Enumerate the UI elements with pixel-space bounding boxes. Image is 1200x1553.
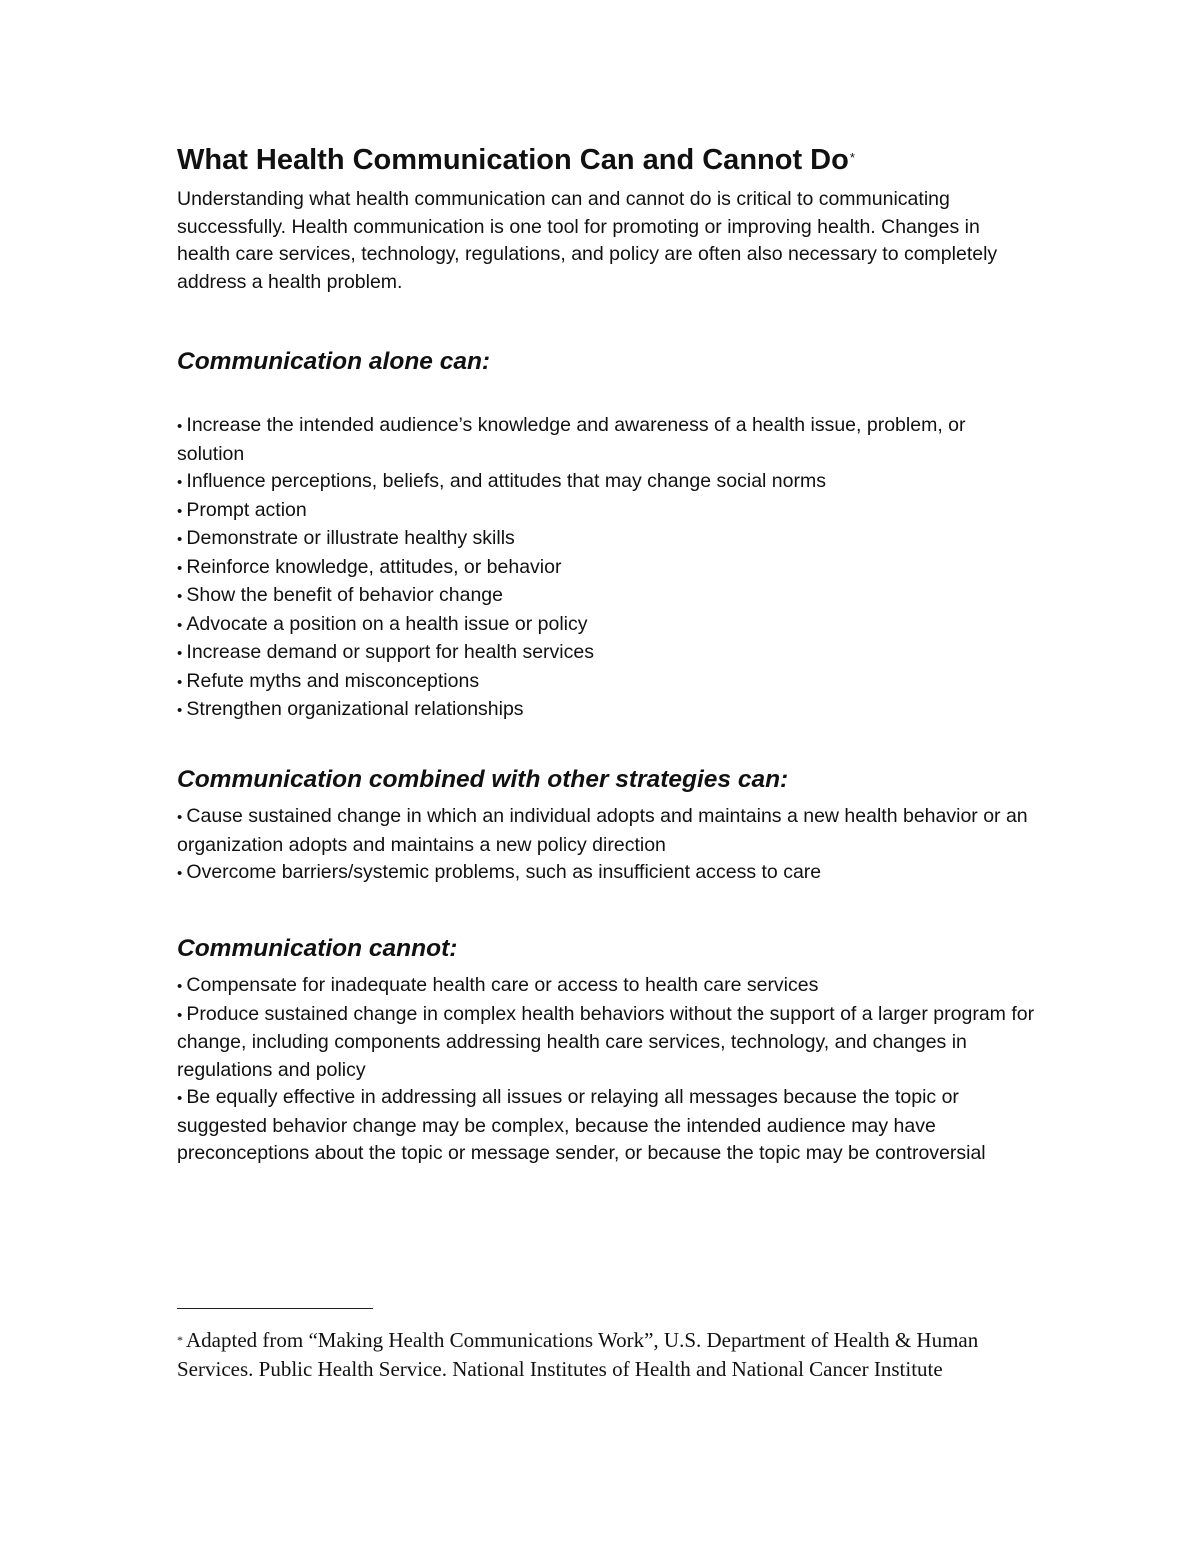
list-item: • Cause sustained change in which an individual adopts and maintains a new health behavior or an organization adopts and maintains a new policy direction (177, 803, 1037, 859)
title-footnote-mark: * (849, 150, 855, 165)
footnote-mark: * (177, 1333, 183, 1347)
list-item: • Compensate for inadequate health care or access to health care services (177, 972, 1037, 1001)
section-heading-cannot: Communication cannot: (177, 935, 458, 962)
section-heading-combined-can: Communication combined with other strategies can: (177, 766, 789, 793)
list-combined-can (177, 803, 1037, 888)
footnote-text: Adapted from “Making Health Communications Work”, U.S. Department of Health & Human Services. Public Health Service. National Institutes of Health and National Cancer Institute (177, 1328, 979, 1381)
list-item: • Increase the intended audience’s knowledge and awareness of a health issue, problem, or solution (177, 412, 1037, 468)
section-heading-alone-can: Communication alone can: (177, 348, 491, 375)
list-alone-can (177, 412, 1037, 725)
footnote (177, 1326, 1027, 1383)
list-item: • Prompt action (177, 497, 1037, 526)
list-item: • Be equally effective in addressing all issues or relaying all messages because the topic or suggested behavior change may be complex, because the intended audience may have preconceptions about the topic or message sender, or because the topic may be controversial (177, 1084, 1037, 1168)
list-item: • Refute myths and misconceptions (177, 668, 1037, 697)
list-item: • Show the benefit of behavior change (177, 582, 1037, 611)
list-item: • Reinforce knowledge, attitudes, or behavior (177, 554, 1037, 583)
list-item: • Influence perceptions, beliefs, and attitudes that may change social norms (177, 468, 1037, 497)
list-item: • Overcome barriers/systemic problems, such as insufficient access to care (177, 859, 1037, 888)
list-item: • Produce sustained change in complex health behaviors without the support of a larger program for change, including components addressing health care services, technology, and changes in regulations and policy (177, 1001, 1037, 1085)
list-item: • Advocate a position on a health issue or policy (177, 611, 1037, 640)
intro-paragraph: Understanding what health communication can and cannot do is critical to communicating successfully. Health communication is one tool for promoting or improving health. Changes in health care services, technology, regulations, and policy are often also necessary to completely address a health problem. (177, 188, 998, 293)
list-item: • Demonstrate or illustrate healthy skills (177, 525, 1037, 554)
page-title-text: What Health Communication Can and Cannot Do (177, 144, 849, 176)
list-item: • Strengthen organizational relationships (177, 696, 1037, 725)
page-title (177, 141, 855, 179)
footnote-separator (177, 1308, 373, 1309)
list-item: • Increase demand or support for health services (177, 639, 1037, 668)
list-cannot (177, 972, 1037, 1168)
